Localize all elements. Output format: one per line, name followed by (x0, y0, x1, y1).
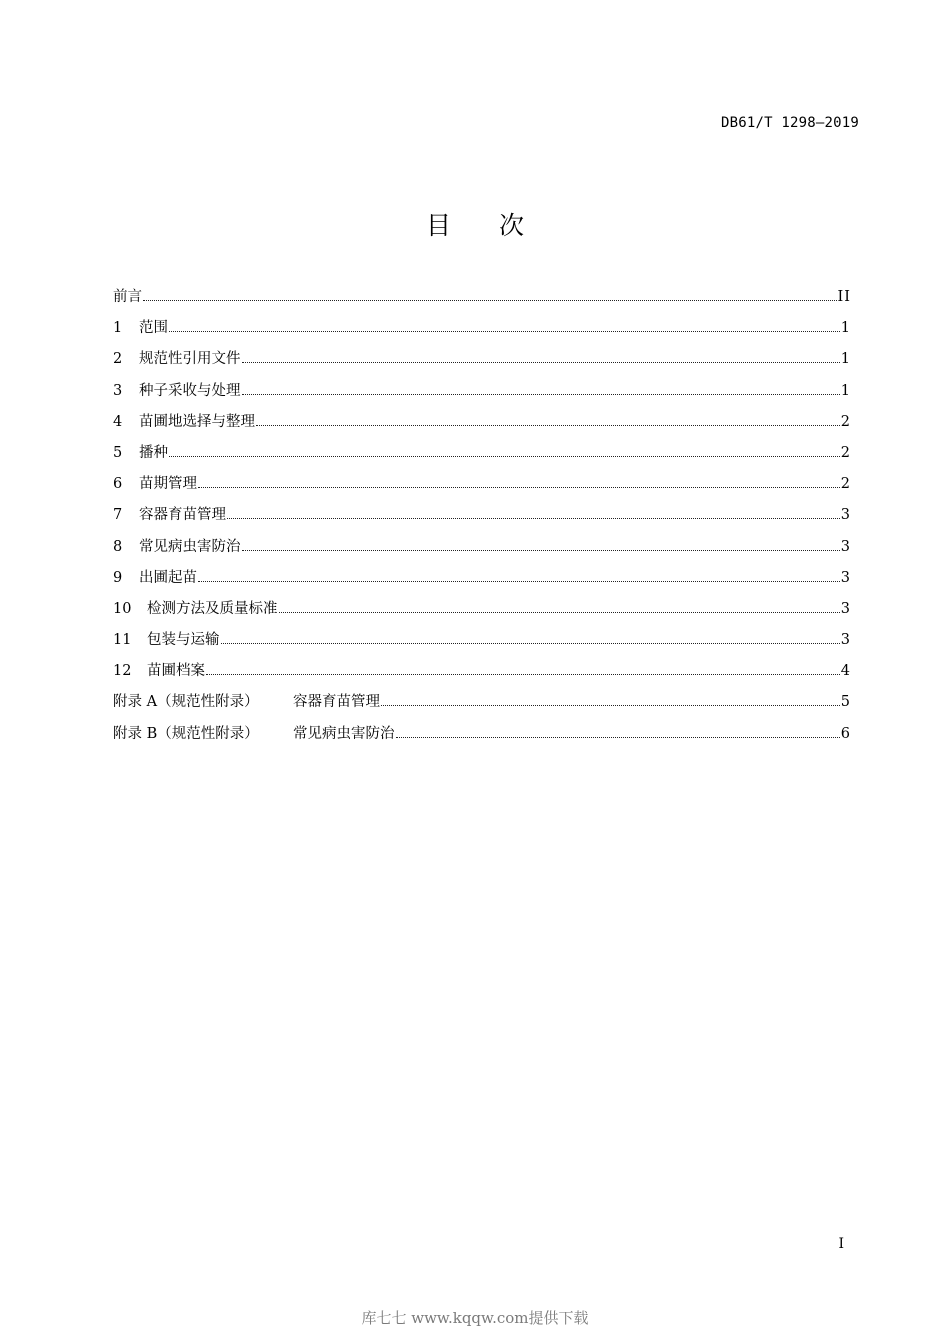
toc-entry[interactable] (113, 567, 851, 598)
toc-leader-dots (242, 549, 840, 551)
toc-entry-page: 1 (840, 351, 851, 368)
toc-leader-dots (169, 455, 840, 457)
toc-entry[interactable] (113, 348, 851, 379)
toc-entry-label: 常见病虫害防治 (139, 538, 241, 555)
toc-entry[interactable] (113, 380, 851, 411)
toc-entry[interactable] (113, 723, 851, 754)
toc-entry-label: 苗圃地选择与整理 (139, 413, 255, 430)
toc-entry-number: 7 (113, 507, 123, 524)
toc-entry-label: 容器育苗管理 (293, 694, 380, 711)
toc-entry-page: II (837, 289, 851, 305)
toc-entry-label: 苗期管理 (139, 476, 197, 493)
toc-entry[interactable] (113, 598, 851, 629)
toc-leader-dots (206, 673, 840, 675)
toc-entry-page: 5 (840, 694, 851, 711)
page-title (0, 206, 950, 242)
toc-entry[interactable] (113, 629, 851, 660)
toc-entry-label: 常见病虫害防治 (293, 725, 395, 742)
toc-leader-dots (198, 486, 840, 488)
toc-entry-page: 3 (840, 569, 851, 586)
toc-entry-page: 3 (840, 632, 851, 649)
toc-entry-page: 2 (840, 444, 851, 461)
standard-number: DB61/T 1298—2019 (720, 115, 859, 131)
toc-leader-dots (227, 517, 840, 519)
toc-entry-number: 12 (113, 663, 132, 680)
toc-entry-page: 3 (840, 600, 851, 617)
toc-entry[interactable] (113, 536, 851, 567)
toc-leader-dots (279, 611, 840, 613)
toc-entry-label: 播种 (139, 444, 168, 461)
table-of-contents (113, 286, 851, 754)
toc-entry-page: 3 (840, 507, 851, 524)
toc-leader-dots (242, 361, 840, 363)
toc-leader-dots (396, 736, 840, 738)
toc-leader-dots (242, 393, 840, 395)
toc-entry-page: 1 (840, 382, 851, 399)
toc-entry-number: 4 (113, 413, 123, 430)
toc-entry[interactable] (113, 660, 851, 691)
toc-entry[interactable] (113, 473, 851, 504)
toc-entry-number: 6 (113, 476, 123, 493)
toc-entry-number: 附录 A（规范性附录） (113, 694, 259, 711)
toc-entry[interactable] (113, 504, 851, 535)
toc-leader-dots (143, 299, 837, 301)
toc-entry-label: 规范性引用文件 (139, 351, 241, 368)
toc-entry-label: 包装与运输 (147, 632, 220, 649)
toc-leader-dots (221, 642, 840, 644)
toc-entry-number: 5 (113, 444, 123, 461)
toc-entry-number: 9 (113, 569, 123, 586)
toc-entry[interactable] (113, 411, 851, 442)
watermark-text: 库七七 www.kqqw.com提供下载 (361, 1309, 589, 1327)
toc-entry-label: 苗圃档案 (147, 663, 205, 680)
toc-entry-page: 1 (840, 320, 851, 337)
toc-entry-number: 2 (113, 351, 123, 368)
toc-leader-dots (256, 424, 840, 426)
page-title-part-1: 目 (425, 211, 451, 240)
toc-entry-number: 1 (113, 320, 123, 337)
toc-entry-page: 6 (840, 725, 851, 742)
toc-entry-page: 3 (840, 538, 851, 555)
toc-entry-page: 2 (840, 476, 851, 493)
toc-leader-dots (198, 580, 840, 582)
toc-leader-dots (169, 330, 840, 332)
toc-entry-number: 3 (113, 382, 123, 399)
toc-entry-label: 容器育苗管理 (139, 507, 226, 524)
toc-entry-label: 前言 (113, 289, 142, 305)
page-number: I (838, 1236, 844, 1252)
toc-entry-label: 范围 (139, 320, 168, 337)
toc-entry[interactable] (113, 317, 851, 348)
toc-entry-page: 2 (840, 413, 851, 430)
toc-entry-number: 8 (113, 538, 123, 555)
toc-entry-number: 附录 B（规范性附录） (113, 725, 259, 742)
toc-entry-page: 4 (840, 663, 851, 680)
toc-entry-number: 10 (113, 600, 132, 617)
toc-entry-label: 检测方法及质量标准 (147, 600, 278, 617)
toc-entry-label: 出圃起苗 (139, 569, 197, 586)
toc-leader-dots (381, 704, 840, 706)
toc-entry[interactable] (113, 286, 851, 317)
toc-entry[interactable] (113, 442, 851, 473)
toc-entry-label: 种子采收与处理 (139, 382, 241, 399)
page-title-part-2: 次 (499, 211, 525, 240)
toc-entry-number: 11 (113, 632, 132, 649)
toc-entry[interactable] (113, 691, 851, 722)
